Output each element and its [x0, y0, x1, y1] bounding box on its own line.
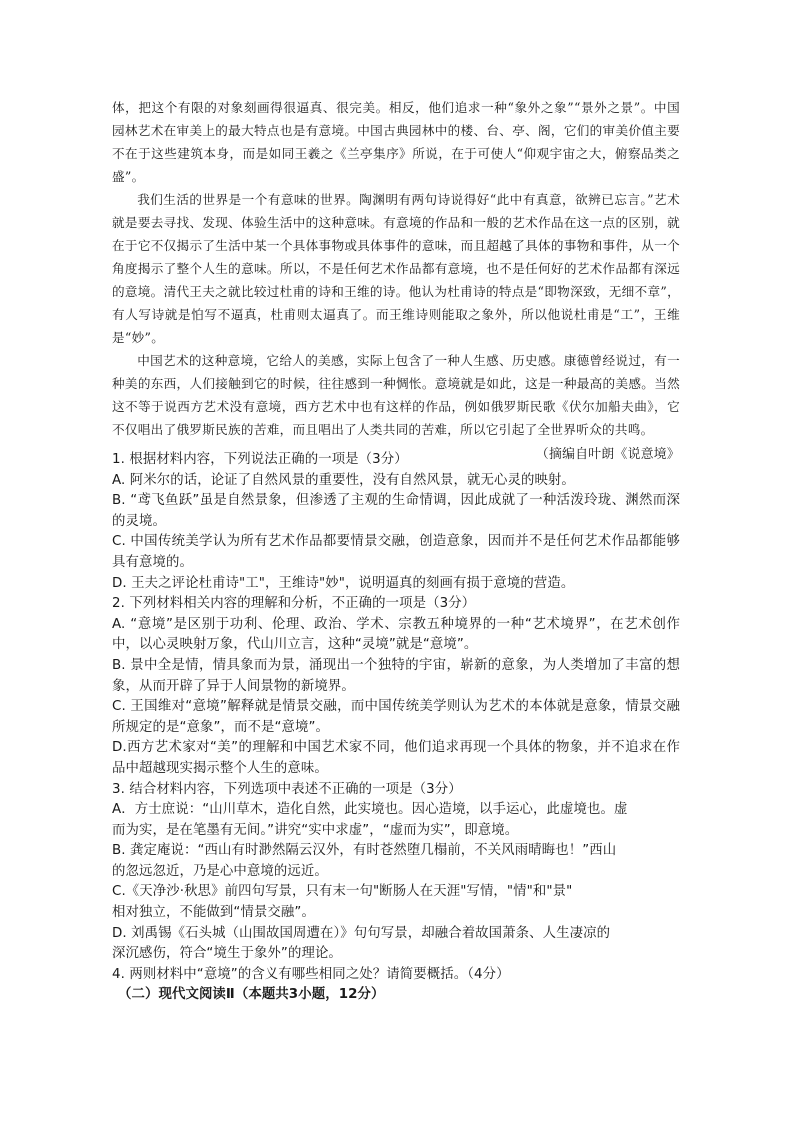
question-2-option-c: C. 王国维对“意境”解释就是情景交融，而中国传统美学则认为艺术的本体就是意象，情景交融所规定的是“意象”，而不是“意境”。 [112, 699, 680, 735]
section-heading: （二）现代文阅读Ⅱ（本题共3小题，12分） [118, 987, 385, 1003]
question-1-option-b: B. “鸢飞鱼跃”虽是自然景象，但渗透了主观的生命情调，因此成就了一种活泼玲珑、渊然而深的灵境。 [112, 493, 680, 529]
question-1-option-a: A. 阿米尔的话，论证了自然风景的重要性，没有自然风景，就无心灵的映射。 [112, 472, 575, 488]
question-1 [112, 450, 680, 594]
passage-paragraph-2: 我们生活的世界是一个有意味的世界。陶渊明有两句诗说得好“此中有真意，欲辨已忘言。”艺术就是要去寻找、发现、体验生活中的这种意味。有意境的作品和一般的艺术作品在这一点的区别，就在于它不仅揭示了生活中某一个具体事物或具体事件的意味，而且超越了具体的事物和事件，从一个角度揭示了整个人生的意味。所以，不是任何艺术作品都有意境，也不是任何好的艺术作品都有深远的意境。清代王夫之就比较过杜甫的诗和王维的诗。他认为杜甫诗的特点是“即物深致，无细不章”，有人写诗就是怕写不逼真，杜甫则太逼真了。而王维诗则能取之象外，所以他说杜甫是“工”，王维是“妙”。 [112, 192, 680, 345]
question-2-option-d: D.西方艺术家对“美”的理解和中国艺术家不同，他们追求再现一个具体的物象，并不追求在作品中超越现实揭示整个人生的意味。 [112, 740, 680, 776]
question-list [112, 450, 680, 1006]
reading-passage [112, 96, 680, 466]
question-4-title: 4. 两则材料中“意境”的含义有哪些相同之处？请简要概括。（4分） [112, 966, 510, 982]
passage-paragraph-3: 中国艺术的这种意境，它给人的美感，实际上包含了一种人生感、历史感。康德曾经说过，有一种美的东西，人们接触到它的时候，往往感到一种惆怅。意境就是如此，这是一种最高的美感。当然这不等于说西方艺术没有意境，西方艺术中也有这样的作品，例如俄罗斯民歌《伏尔加船夫曲》，它不仅唱出了俄罗斯民族的苦难，而且唱出了人类共同的苦难，所以它引起了全世界听众的共鸣。 [112, 353, 680, 437]
question-2 [112, 594, 680, 779]
question-2-option-a: A. “意境”是区别于功利、伦理、政治、学术、宗教五种境界的一种“艺术境界”，在艺术创作中，以心灵映射万象，代山川立言，这种“灵境”就是“意境”。 [112, 616, 680, 653]
question-3-option-c: C.《天净沙·秋思》前四句写景，只有末一句"断肠人在天涯"写情，"情"和"景" 相对独立，不能做到“情景交融”。 [112, 884, 573, 921]
passage-paragraph-1: 体，把这个有限的对象刻画得很逼真、很完美。相反，他们追求一种“象外之象”“景外之景”。中国园林艺术在审美上的最大特点也是有意境。中国古典园林中的楼、台、亭、阁，它们的审美价值主要不在于这些建筑本身，而是如同王羲之《兰亭集序》所说，在于可使人“仰观宇宙之大，俯察品类之盛”。 [112, 100, 680, 184]
question-2-title: 2. 下列材料相关内容的理解和分析，不正确的一项是（3分） [112, 596, 476, 612]
question-1-option-c: C. 中国传统美学认为所有艺术作品都要情景交融，创造意象，因而并不是任何艺术作品都能够具有意境的。 [112, 534, 680, 570]
question-3-option-b: B. 龚定庵说：“西山有时渺然隔云汉外，有时苍然堕几榻前，不关风雨晴晦也！”西山 的忽远忽近，乃是心中意境的远近。 [112, 843, 617, 879]
question-2-option-b: B. 景中全是情，情具象而为景，涌现出一个独特的宇宙，崭新的意象，为人类增加了丰富的想象，从而开辟了异于人间景物的新境界。 [112, 657, 680, 694]
question-1-title: 1. 根据材料内容，下列说法正确的一项是（3分） [112, 452, 408, 467]
question-3 [112, 780, 680, 965]
question-3-option-d: D. 刘禹锡《石头城（山围故国周遭在）》句句写景，却融合着故国萧条、人生凄凉的 深沉感伤，符合“境生于象外”的理论。 [112, 925, 611, 962]
question-4 [112, 965, 680, 986]
question-1-option-d: D. 王夫之评论杜甫诗"工"，王维诗"妙"，说明逼真的刻画有损于意境的营造。 [112, 575, 575, 591]
question-3-title: 3. 结合材料内容，下列选项中表述不正确的一项是（3分） [112, 781, 462, 797]
question-3-option-a: A．方士庶说：“山川草木，造化自然，此实境也。因心造境，以手运心，此虚境也。虚 而为实，是在笔墨有无间。”讲究“实中求虚”，“虚而为实”，即意境。 [112, 802, 628, 838]
passage-source: （摘编自叶朗《说意境》 [535, 447, 680, 462]
